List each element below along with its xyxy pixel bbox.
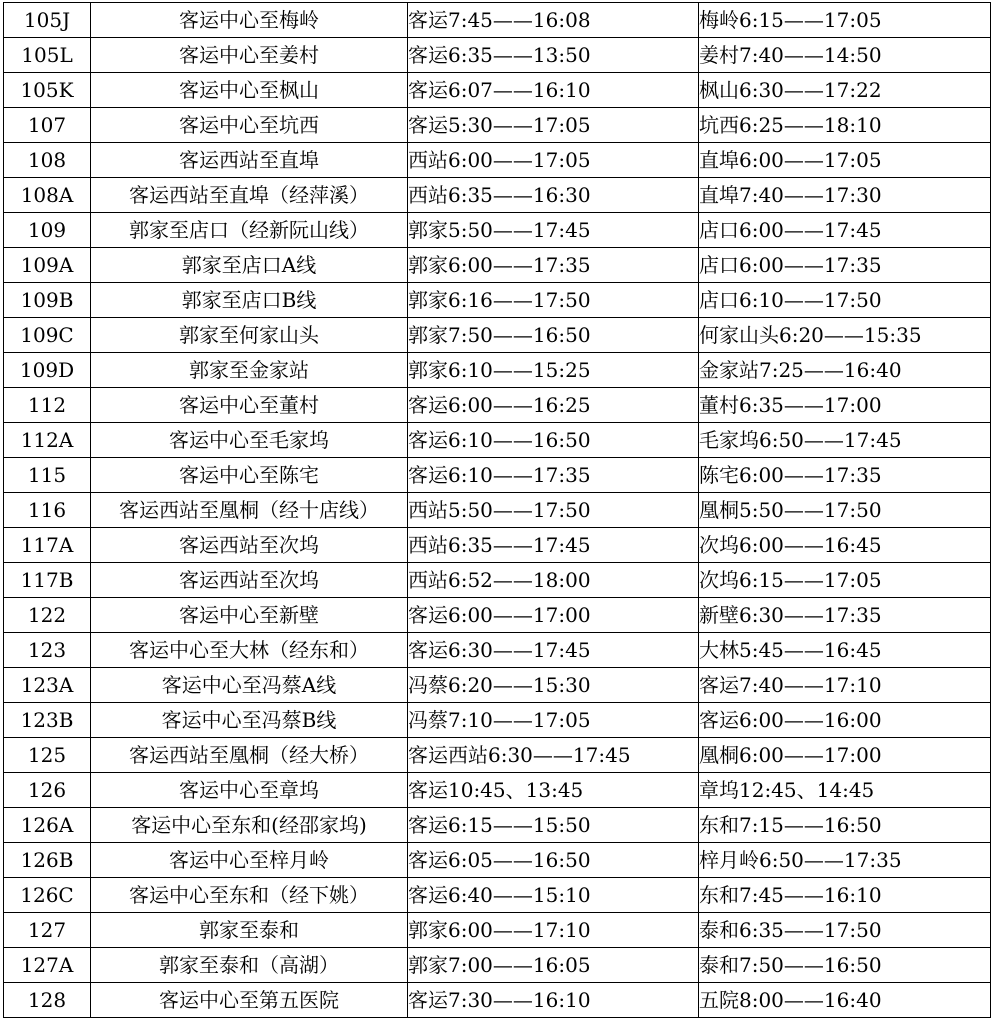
table-row: [4, 143, 991, 178]
departure-times-cell: 客运6:40——15:10: [408, 878, 699, 913]
route-name-cell: 客运中心至新壁: [91, 598, 408, 633]
route-name-cell: 客运西站至直埠（经萍溪）: [91, 178, 408, 213]
route-number-cell: 115: [4, 458, 91, 493]
return-times-cell: 董村6:35——17:00: [699, 388, 991, 423]
route-number-cell: 126: [4, 773, 91, 808]
route-number-cell: 107: [4, 108, 91, 143]
departure-times-cell: 客运7:30——16:10: [408, 983, 699, 1018]
table-row: [4, 493, 991, 528]
table-row: [4, 773, 991, 808]
route-name-cell: 客运中心至坑西: [91, 108, 408, 143]
route-number-cell: 112A: [4, 423, 91, 458]
departure-times-cell: 郭家7:00——16:05: [408, 948, 699, 983]
route-name-cell: 客运中心至大林（经东和）: [91, 633, 408, 668]
table-row: [4, 458, 991, 493]
route-name-cell: 郭家至何家山头: [91, 318, 408, 353]
departure-times-cell: 客运6:30——17:45: [408, 633, 699, 668]
route-name-cell: 郭家至店口A线: [91, 248, 408, 283]
table-row: [4, 913, 991, 948]
route-name-cell: 郭家至店口B线: [91, 283, 408, 318]
departure-times-cell: 客运7:45——16:08: [408, 3, 699, 38]
return-times-cell: 次坞6:15——17:05: [699, 563, 991, 598]
route-name-cell: 客运西站至直埠: [91, 143, 408, 178]
departure-times-cell: 西站6:35——16:30: [408, 178, 699, 213]
route-name-cell: 客运西站至凰桐（经十店线）: [91, 493, 408, 528]
departure-times-cell: 西站5:50——17:50: [408, 493, 699, 528]
departure-times-cell: 客运6:15——15:50: [408, 808, 699, 843]
departure-times-cell: 客运6:05——16:50: [408, 843, 699, 878]
route-number-cell: 126A: [4, 808, 91, 843]
route-number-cell: 112: [4, 388, 91, 423]
table-row: [4, 563, 991, 598]
route-name-cell: 客运中心至章坞: [91, 773, 408, 808]
departure-times-cell: 郭家6:16——17:50: [408, 283, 699, 318]
return-times-cell: 次坞6:00——16:45: [699, 528, 991, 563]
return-times-cell: 店口6:00——17:45: [699, 213, 991, 248]
route-name-cell: 客运中心至东和（经下姚）: [91, 878, 408, 913]
departure-times-cell: 客运6:35——13:50: [408, 38, 699, 73]
departure-times-cell: 客运西站6:30——17:45: [408, 738, 699, 773]
route-number-cell: 117A: [4, 528, 91, 563]
route-name-cell: 客运中心至梅岭: [91, 3, 408, 38]
route-name-cell: 郭家至店口（经新阮山线）: [91, 213, 408, 248]
table-row: [4, 213, 991, 248]
return-times-cell: 客运6:00——16:00: [699, 703, 991, 738]
route-number-cell: 126B: [4, 843, 91, 878]
table-row: [4, 3, 991, 38]
return-times-cell: 泰和7:50——16:50: [699, 948, 991, 983]
table-row: [4, 878, 991, 913]
route-number-cell: 105L: [4, 38, 91, 73]
departure-times-cell: 西站6:00——17:05: [408, 143, 699, 178]
route-name-cell: 客运中心至冯蔡A线: [91, 668, 408, 703]
return-times-cell: 东和7:45——16:10: [699, 878, 991, 913]
table-row: [4, 598, 991, 633]
return-times-cell: 何家山头6:20——15:35: [699, 318, 991, 353]
return-times-cell: 梓月岭6:50——17:35: [699, 843, 991, 878]
route-name-cell: 客运中心至毛家坞: [91, 423, 408, 458]
route-number-cell: 109D: [4, 353, 91, 388]
route-number-cell: 117B: [4, 563, 91, 598]
route-name-cell: 客运中心至第五医院: [91, 983, 408, 1018]
route-number-cell: 105K: [4, 73, 91, 108]
table-row: [4, 843, 991, 878]
departure-times-cell: 客运5:30——17:05: [408, 108, 699, 143]
departure-times-cell: 郭家6:00——17:10: [408, 913, 699, 948]
table-row: [4, 73, 991, 108]
departure-times-cell: 客运6:10——17:35: [408, 458, 699, 493]
return-times-cell: 凰桐5:50——17:50: [699, 493, 991, 528]
departure-times-cell: 西站6:35——17:45: [408, 528, 699, 563]
return-times-cell: 店口6:00——17:35: [699, 248, 991, 283]
route-name-cell: 客运中心至枫山: [91, 73, 408, 108]
route-number-cell: 109: [4, 213, 91, 248]
table-row: [4, 318, 991, 353]
return-times-cell: 新壁6:30——17:35: [699, 598, 991, 633]
departure-times-cell: 冯蔡6:20——15:30: [408, 668, 699, 703]
return-times-cell: 坑西6:25——18:10: [699, 108, 991, 143]
route-number-cell: 116: [4, 493, 91, 528]
return-times-cell: 直埠6:00——17:05: [699, 143, 991, 178]
table-row: [4, 353, 991, 388]
route-name-cell: 客运西站至次坞: [91, 528, 408, 563]
route-number-cell: 108A: [4, 178, 91, 213]
route-name-cell: 客运西站至凰桐（经大桥）: [91, 738, 408, 773]
route-number-cell: 125: [4, 738, 91, 773]
route-name-cell: 客运西站至次坞: [91, 563, 408, 598]
return-times-cell: 姜村7:40——14:50: [699, 38, 991, 73]
departure-times-cell: 客运6:00——17:00: [408, 598, 699, 633]
table-row: [4, 633, 991, 668]
route-name-cell: 郭家至泰和（高湖）: [91, 948, 408, 983]
route-number-cell: 109C: [4, 318, 91, 353]
return-times-cell: 凰桐6:00——17:00: [699, 738, 991, 773]
return-times-cell: 直埠7:40——17:30: [699, 178, 991, 213]
route-number-cell: 123B: [4, 703, 91, 738]
return-times-cell: 五院8:00——16:40: [699, 983, 991, 1018]
route-number-cell: 127: [4, 913, 91, 948]
departure-times-cell: 冯蔡7:10——17:05: [408, 703, 699, 738]
route-name-cell: 郭家至金家站: [91, 353, 408, 388]
table-row: [4, 668, 991, 703]
return-times-cell: 大林5:45——16:45: [699, 633, 991, 668]
bus-schedule-table: [3, 2, 991, 1018]
route-name-cell: 客运中心至陈宅: [91, 458, 408, 493]
departure-times-cell: 客运6:10——16:50: [408, 423, 699, 458]
departure-times-cell: 西站6:52——18:00: [408, 563, 699, 598]
route-name-cell: 郭家至泰和: [91, 913, 408, 948]
route-number-cell: 123: [4, 633, 91, 668]
table-row: [4, 948, 991, 983]
table-row: [4, 423, 991, 458]
departure-times-cell: 客运6:00——16:25: [408, 388, 699, 423]
table-row: [4, 388, 991, 423]
departure-times-cell: 郭家7:50——16:50: [408, 318, 699, 353]
departure-times-cell: 郭家6:00——17:35: [408, 248, 699, 283]
table-row: [4, 983, 991, 1018]
return-times-cell: 东和7:15——16:50: [699, 808, 991, 843]
schedule-body: [4, 3, 991, 1018]
route-number-cell: 109A: [4, 248, 91, 283]
return-times-cell: 梅岭6:15——17:05: [699, 3, 991, 38]
route-number-cell: 123A: [4, 668, 91, 703]
table-row: [4, 108, 991, 143]
return-times-cell: 泰和6:35——17:50: [699, 913, 991, 948]
route-number-cell: 122: [4, 598, 91, 633]
route-number-cell: 109B: [4, 283, 91, 318]
table-row: [4, 703, 991, 738]
departure-times-cell: 客运6:07——16:10: [408, 73, 699, 108]
route-name-cell: 客运中心至董村: [91, 388, 408, 423]
departure-times-cell: 郭家5:50——17:45: [408, 213, 699, 248]
return-times-cell: 陈宅6:00——17:35: [699, 458, 991, 493]
return-times-cell: 章坞12:45、14:45: [699, 773, 991, 808]
route-number-cell: 108: [4, 143, 91, 178]
departure-times-cell: 客运10:45、13:45: [408, 773, 699, 808]
route-name-cell: 客运中心至东和(经邵家坞): [91, 808, 408, 843]
table-row: [4, 738, 991, 773]
route-name-cell: 客运中心至冯蔡B线: [91, 703, 408, 738]
departure-times-cell: 郭家6:10——15:25: [408, 353, 699, 388]
return-times-cell: 客运7:40——17:10: [699, 668, 991, 703]
route-number-cell: 128: [4, 983, 91, 1018]
table-row: [4, 808, 991, 843]
route-name-cell: 客运中心至梓月岭: [91, 843, 408, 878]
route-number-cell: 127A: [4, 948, 91, 983]
route-number-cell: 105J: [4, 3, 91, 38]
table-row: [4, 38, 991, 73]
table-row: [4, 283, 991, 318]
return-times-cell: 毛家坞6:50——17:45: [699, 423, 991, 458]
return-times-cell: 店口6:10——17:50: [699, 283, 991, 318]
table-row: [4, 528, 991, 563]
table-row: [4, 248, 991, 283]
return-times-cell: 金家站7:25——16:40: [699, 353, 991, 388]
return-times-cell: 枫山6:30——17:22: [699, 73, 991, 108]
route-name-cell: 客运中心至姜村: [91, 38, 408, 73]
route-number-cell: 126C: [4, 878, 91, 913]
table-row: [4, 178, 991, 213]
